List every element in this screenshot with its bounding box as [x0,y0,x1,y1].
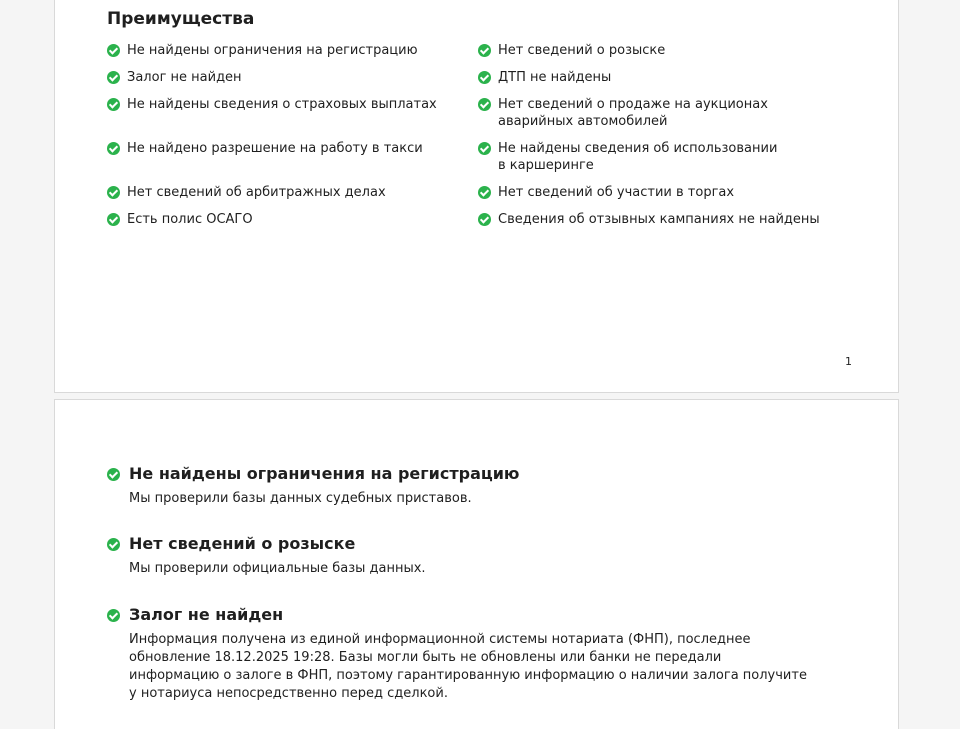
advantage-label: Нет сведений об участии в торгах [498,185,735,200]
check-circle-icon [107,98,120,111]
check-circle-icon [478,71,491,84]
detail-title-label: Залог не найден [129,605,284,624]
advantage-label: ДТП не найдены [498,70,612,85]
detail-block [107,534,827,578]
advantages-left-column [107,42,467,228]
check-circle-icon [107,468,120,481]
advantage-item [107,184,467,201]
advantage-item [107,211,467,228]
document-page-2 [54,399,899,729]
detail-title-label: Не найдены ограничения на регистрацию [129,464,520,483]
detail-title [107,534,827,554]
advantage-label: Нет сведений о розыске [498,43,666,58]
check-circle-icon [478,213,491,226]
advantage-label: Не найдены сведения об использовании в каршеринге [498,141,778,173]
advantage-item [107,140,467,157]
detail-text: Мы проверили базы данных судебных приставов. [129,491,472,506]
check-circle-icon [478,142,491,155]
advantage-label: Есть полис ОСАГО [127,212,253,227]
advantages-right-column [478,42,848,228]
advantage-item [107,69,467,86]
page-number: 1 [845,355,852,368]
detail-text: Информация получена из единой информационной системы нотариата (ФНП), последнее обновление 18.12.2025 19:28. Базы могли быть не обновлены или банки не передали информацию о залоге в ФНП, поэтому гарантированную информацию о наличии залога получите у нотариуса непосредственно перед сделкой. [129,632,807,701]
check-circle-icon [107,213,120,226]
detail-title [107,464,827,484]
advantage-item [478,96,843,130]
check-circle-icon [107,609,120,622]
check-circle-icon [107,186,120,199]
section-title: Преимущества [107,9,255,29]
advantage-item [478,184,848,201]
check-circle-icon [478,44,491,57]
detail-text: Мы проверили официальные базы данных. [129,561,426,576]
advantage-label: Залог не найден [127,70,242,85]
advantage-item [478,140,788,174]
check-circle-icon [107,44,120,57]
advantage-item [478,69,848,86]
advantage-label: Сведения об отзывных кампаниях не найдены [498,212,820,227]
check-circle-icon [107,142,120,155]
advantage-label: Не найдены сведения о страховых выплатах [127,97,437,112]
check-circle-icon [478,98,491,111]
advantage-item [107,96,467,113]
advantage-label: Не найдены ограничения на регистрацию [127,43,418,58]
advantage-label: Нет сведений о продаже на аукционах аварийных автомобилей [498,97,768,129]
check-circle-icon [107,71,120,84]
check-circle-icon [478,186,491,199]
detail-block [107,605,807,703]
advantage-label: Не найдено разрешение на работу в такси [127,141,423,156]
advantage-item [478,211,848,228]
detail-title-label: Нет сведений о розыске [129,534,356,553]
advantage-item [478,42,848,59]
document-page-1 [54,0,899,393]
check-circle-icon [107,538,120,551]
detail-block [107,464,827,508]
detail-title [107,605,807,625]
advantage-item [107,42,467,59]
advantage-label: Нет сведений об арбитражных делах [127,185,386,200]
